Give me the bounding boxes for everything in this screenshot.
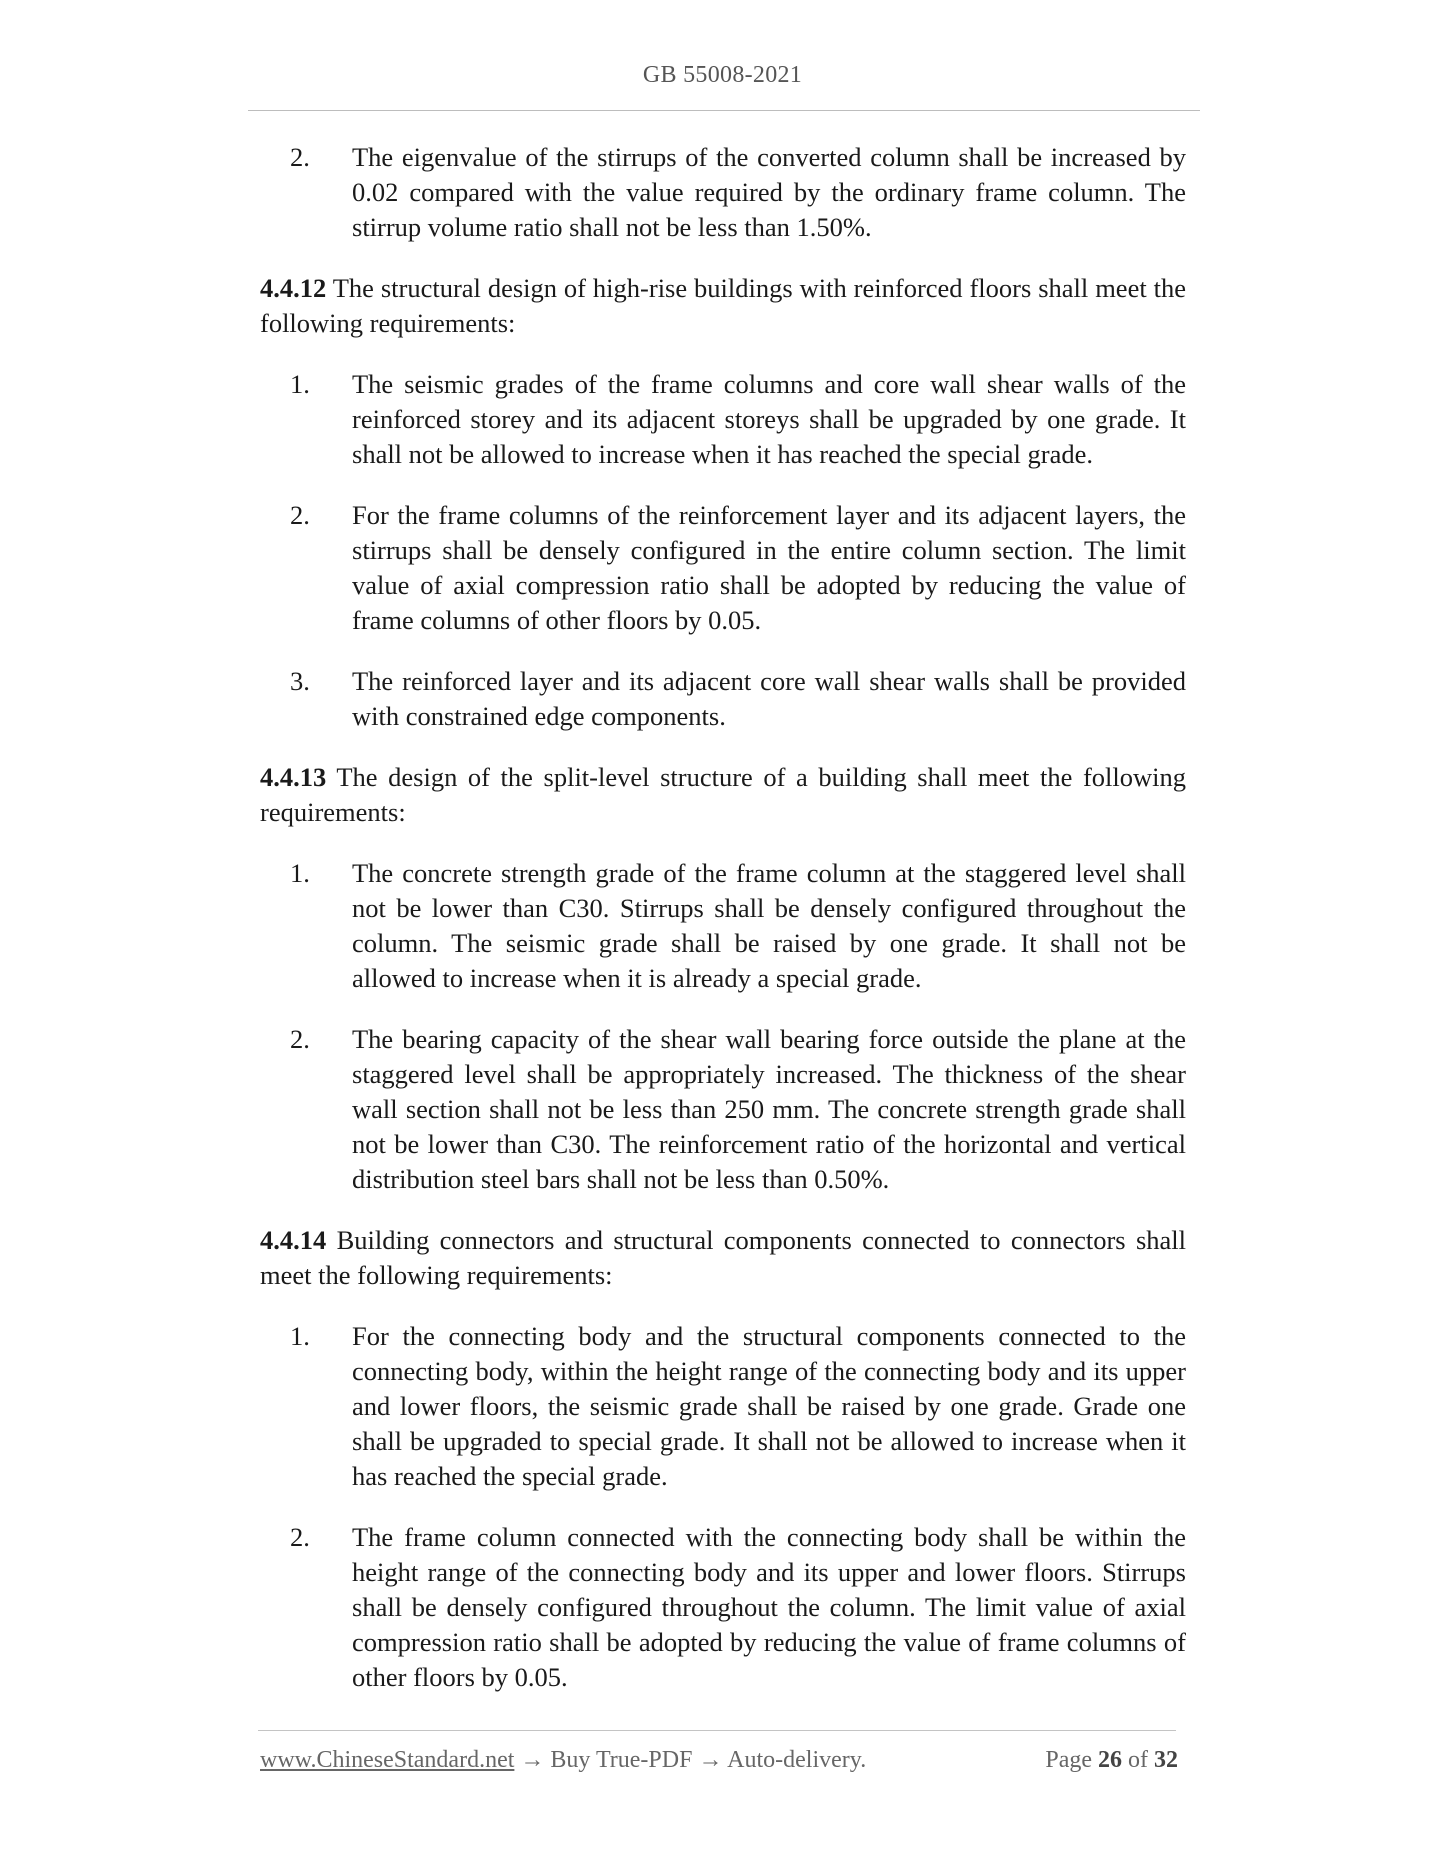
clause-number: 4.4.14	[260, 1225, 327, 1255]
footer-promo	[260, 1747, 866, 1774]
list-item	[290, 856, 1186, 996]
list-item	[290, 1022, 1186, 1197]
list-item-number: 2.	[290, 1024, 310, 1054]
list-item-number: 2.	[290, 1522, 310, 1552]
list-item-text: The eigenvalue of the stirrups of the converted column shall be increased by 0.02 compared with the value required by the ordinary frame column. The stirrup volume ratio shall not be less than 1.50%.	[352, 142, 1186, 242]
page-total: 32	[1154, 1747, 1178, 1773]
list-item-text: The bearing capacity of the shear wall bearing force outside the plane at the staggered level shall be appropriately increased. The thickness of the shear wall section shall not be less than 250 mm. The concrete strength grade shall not be lower than C30. The reinforcement ratio of the horizontal and vertical distribution steel bars shall not be less than 0.50%.	[352, 1024, 1186, 1194]
page-label: Page	[1045, 1747, 1092, 1773]
list-item-text: For the frame columns of the reinforcement layer and its adjacent layers, the stirrups shall be densely configured in the entire column section. The limit value of axial compression ratio shall be adopted by reducing the value of frame columns of other floors by 0.05.	[352, 500, 1186, 635]
list-item-text: The concrete strength grade of the frame column at the staggered level shall not be lower than C30. Stirrups shall be densely configured throughout the column. The seismic grade shall be raised by one grade. It shall not be allowed to increase when it is already a special grade.	[352, 858, 1186, 993]
list-item-number: 1.	[290, 369, 310, 399]
arrow-right-icon: →	[698, 1747, 723, 1773]
list-item	[290, 140, 1186, 245]
list-item	[290, 367, 1186, 472]
list-item-number: 1.	[290, 858, 310, 888]
list-item	[290, 1520, 1186, 1695]
clause-4-4-14	[260, 1223, 1186, 1293]
site-link[interactable]: www.ChineseStandard.net	[260, 1747, 515, 1773]
header-divider	[248, 110, 1200, 111]
list-item-number: 3.	[290, 666, 310, 696]
list-item-number: 2.	[290, 500, 310, 530]
list-item	[290, 1319, 1186, 1494]
footer-divider	[258, 1730, 1176, 1731]
list-item-number: 2.	[290, 142, 310, 172]
clause-4-4-13	[260, 760, 1186, 830]
clause-text: The design of the split-level structure of a building shall meet the following requirements:	[260, 762, 1186, 827]
clause-number: 4.4.12	[260, 273, 327, 303]
page-footer	[260, 1747, 1178, 1777]
auto-delivery-text: Auto-delivery.	[727, 1747, 867, 1773]
list-item-text: The reinforced layer and its adjacent core wall shear walls shall be provided with constrained edge components.	[352, 666, 1186, 731]
clause-number: 4.4.13	[260, 762, 327, 792]
list-item-number: 1.	[290, 1321, 310, 1351]
list-item-text: For the connecting body and the structural components connected to the connecting body, within the height range of the connecting body and its upper and lower floors, the seismic grade shall be raised by one grade. Grade one shall be upgraded to special grade. It shall not be allowed to increase when it has reached the special grade.	[352, 1321, 1186, 1491]
clause-4-4-12	[260, 271, 1186, 341]
page-header-title: GB 55008-2021	[642, 62, 803, 88]
list-item	[290, 498, 1186, 638]
arrow-right-icon: →	[520, 1747, 545, 1773]
clause-text: The structural design of high-rise buildings with reinforced floors shall meet the following requirements:	[260, 273, 1186, 338]
page-indicator	[1045, 1747, 1178, 1774]
document-body	[260, 140, 1186, 1721]
list-item-text: The frame column connected with the connecting body shall be within the height range of the connecting body and its upper and lower floors. Stirrups shall be densely configured throughout the column. The limit value of axial compression ratio shall be adopted by reducing the value of frame columns of other floors by 0.05.	[352, 1522, 1186, 1692]
page-of: of	[1128, 1747, 1148, 1773]
page-current: 26	[1098, 1747, 1122, 1773]
clause-text: Building connectors and structural components connected to connectors shall meet the following requirements:	[260, 1225, 1186, 1290]
list-item-text: The seismic grades of the frame columns and core wall shear walls of the reinforced storey and its adjacent storeys shall be upgraded by one grade. It shall not be allowed to increase when it has reached the special grade.	[352, 369, 1186, 469]
buy-true-pdf-text: Buy True-PDF	[550, 1747, 693, 1773]
list-item	[290, 664, 1186, 734]
